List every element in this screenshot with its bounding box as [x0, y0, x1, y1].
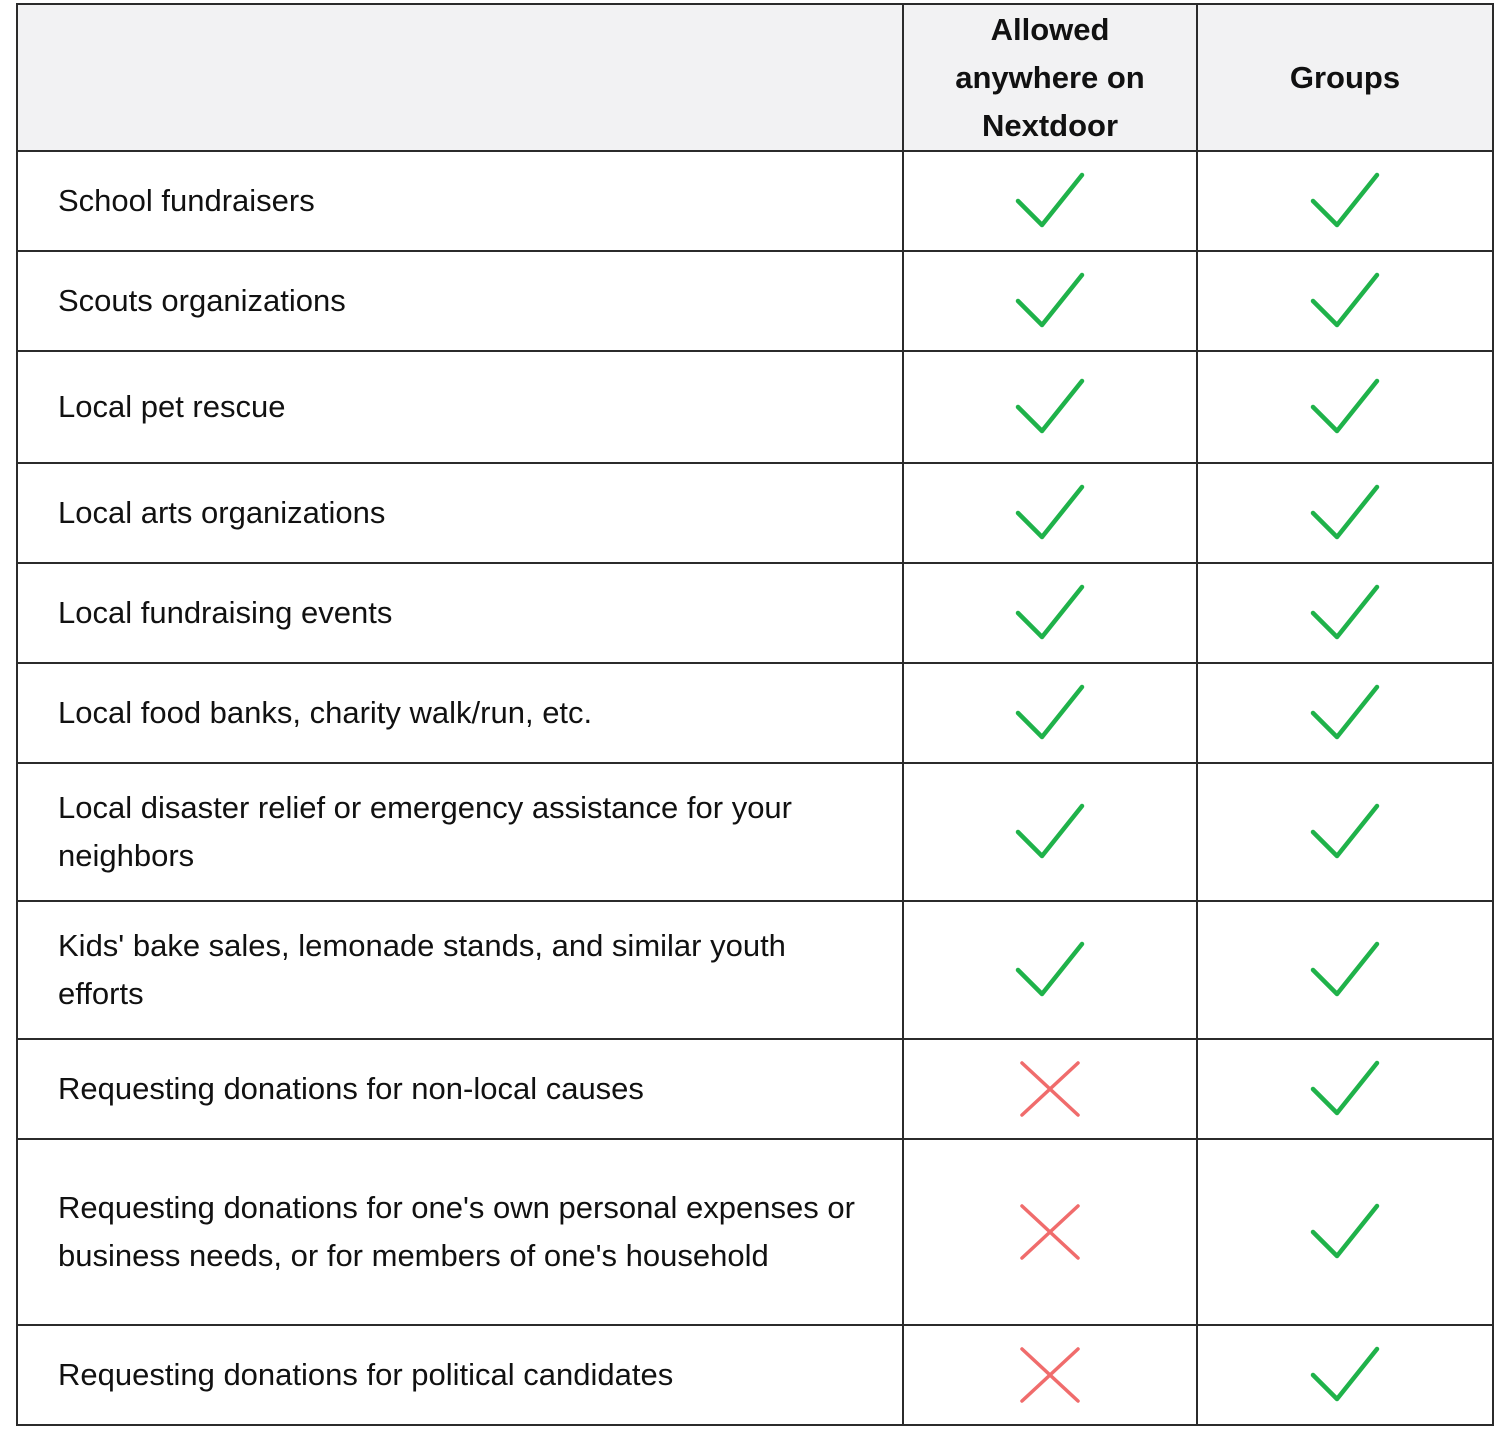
- row-label: Requesting donations for non-local causes: [17, 1039, 903, 1139]
- anywhere-cell: [903, 663, 1197, 763]
- check-icon: [1014, 271, 1086, 331]
- groups-cell: [1197, 563, 1493, 663]
- check-icon: [1014, 483, 1086, 543]
- anywhere-cell: [903, 1139, 1197, 1325]
- table-row: [17, 763, 1493, 901]
- row-label: Local fundraising events: [17, 563, 903, 663]
- groups-cell: [1197, 151, 1493, 251]
- anywhere-cell: [903, 763, 1197, 901]
- row-label: Requesting donations for political candidates: [17, 1325, 903, 1425]
- table-row: [17, 663, 1493, 763]
- groups-cell: [1197, 901, 1493, 1039]
- check-icon: [1014, 377, 1086, 437]
- groups-cell: [1197, 763, 1493, 901]
- check-icon: [1309, 583, 1381, 643]
- header-allowed-anywhere-label: Allowed anywhere on Nextdoor: [955, 11, 1145, 143]
- table-row: [17, 901, 1493, 1039]
- table-row: [17, 463, 1493, 563]
- check-icon: [1309, 1202, 1381, 1262]
- check-icon: [1309, 483, 1381, 543]
- header-groups: Groups: [1197, 4, 1493, 151]
- table-row: [17, 1139, 1493, 1325]
- anywhere-cell: [903, 351, 1197, 463]
- header-allowed-anywhere: [903, 4, 1197, 151]
- table-row: [17, 251, 1493, 351]
- anywhere-cell: [903, 463, 1197, 563]
- check-icon: [1309, 683, 1381, 743]
- table-row: [17, 1325, 1493, 1425]
- check-icon: [1014, 683, 1086, 743]
- groups-cell: [1197, 1139, 1493, 1325]
- check-icon: [1309, 271, 1381, 331]
- anywhere-cell: [903, 563, 1197, 663]
- check-icon: [1014, 802, 1086, 862]
- row-label: Local arts organizations: [17, 463, 903, 563]
- groups-cell: [1197, 1325, 1493, 1425]
- row-label: Requesting donations for one's own personal expenses or business needs, or for members of one's household: [17, 1139, 903, 1325]
- row-label: Local food banks, charity walk/run, etc.: [17, 663, 903, 763]
- table-row: [17, 351, 1493, 463]
- groups-cell: [1197, 251, 1493, 351]
- cross-icon: [1014, 1345, 1086, 1405]
- check-icon: [1309, 171, 1381, 231]
- anywhere-cell: [903, 1039, 1197, 1139]
- groups-cell: [1197, 351, 1493, 463]
- header-blank-cell: [17, 4, 903, 151]
- check-icon: [1014, 583, 1086, 643]
- anywhere-cell: [903, 251, 1197, 351]
- anywhere-cell: [903, 1325, 1197, 1425]
- check-icon: [1309, 940, 1381, 1000]
- row-label: Local disaster relief or emergency assistance for your neighbors: [17, 763, 903, 901]
- table-row: [17, 151, 1493, 251]
- row-label: Kids' bake sales, lemonade stands, and similar youth efforts: [17, 901, 903, 1039]
- row-label: School fundraisers: [17, 151, 903, 251]
- groups-cell: [1197, 463, 1493, 563]
- check-icon: [1309, 802, 1381, 862]
- fundraising-policy-table: [16, 3, 1494, 1426]
- row-label: Scouts organizations: [17, 251, 903, 351]
- anywhere-cell: [903, 151, 1197, 251]
- table-row: [17, 1039, 1493, 1139]
- check-icon: [1309, 1345, 1381, 1405]
- cross-icon: [1014, 1059, 1086, 1119]
- table-row: [17, 563, 1493, 663]
- check-icon: [1014, 940, 1086, 1000]
- check-icon: [1309, 377, 1381, 437]
- header-row: [17, 4, 1493, 151]
- check-icon: [1309, 1059, 1381, 1119]
- groups-cell: [1197, 663, 1493, 763]
- cross-icon: [1014, 1202, 1086, 1262]
- groups-cell: [1197, 1039, 1493, 1139]
- anywhere-cell: [903, 901, 1197, 1039]
- row-label: Local pet rescue: [17, 351, 903, 463]
- check-icon: [1014, 171, 1086, 231]
